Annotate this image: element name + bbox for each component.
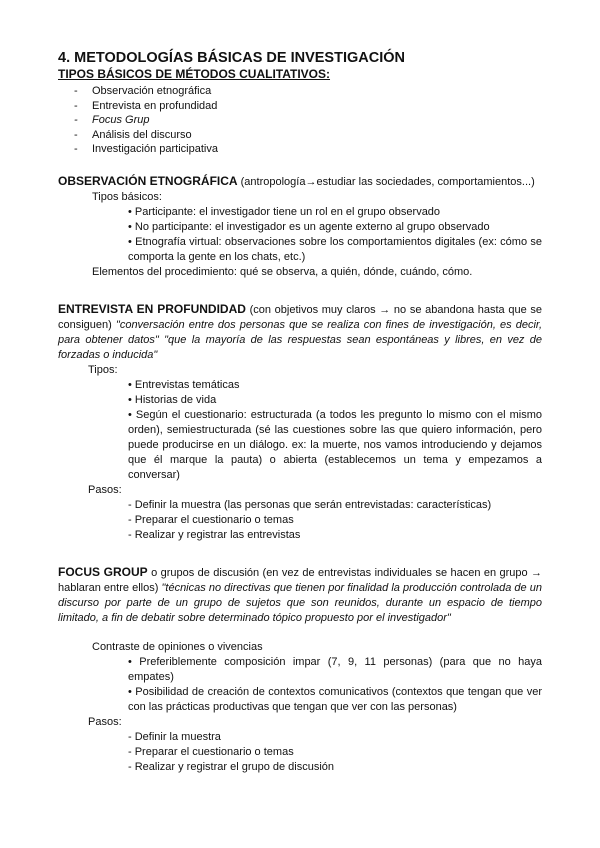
list-item: - Investigación participativa [58,142,542,157]
list-item: - Preparar el cuestionario o temas [128,745,294,758]
focus-group-heading [58,565,542,626]
list-item: - Realizar y registrar el grupo de discusión [128,760,335,773]
observation-section [58,174,542,280]
list-item: • Preferiblemente composición impar (7, 9, 11 personas) (para que no haya empates) [128,655,542,683]
list-item: - Definir la muestra (las personas que serán entrevistadas: características) [128,498,492,511]
focus-group-section [58,565,542,775]
list-item: - Realizar y registrar las entrevistas [128,528,301,541]
list-item: • Historias de vida [128,393,217,406]
methods-list [58,84,542,157]
observation-intro: (antropología→estudiar las sociedades, comportamientos...) [237,175,535,188]
list-item: - Análisis del discurso [58,128,542,143]
focus-contrast-label: Contraste de opiniones o vivencias [92,640,263,653]
observation-title: OBSERVACIÓN ETNOGRÁFICA [58,173,238,188]
focus-group-quote: "técnicas no directivas que tienen por finalidad la producción controlada de un discurso por parte de un grupo de sujetos que son reunidos, durante un espacio de tiempo limitado, a fin de debatir sobre determinado tópico propuesto por el investigador" [58,581,542,624]
list-item: • Según el cuestionario: estructurada (a todos les pregunto lo mismo con el mismo orden), semiestructurada (sé las cuestiones sobre las que quiero información, pero puede producirse en un diálogo. ex: la muerte, nos vamos introduciendo y dejamos que él marque la pauta) o abierta (establecemos un tema y empezamos a conversar) [128,408,542,481]
interview-intro: (con objetivos muy claros → no se abandona hasta que se consiguen) [58,303,542,331]
list-item: - Preparar el cuestionario o temas [128,513,294,526]
list-item: • Participante: el investigador tiene un rol en el grupo observado [128,205,441,218]
observation-types-label: Tipos básicos: [92,190,162,203]
focus-steps-label: Pasos: [88,715,122,728]
list-item: - Definir la muestra [128,730,221,743]
list-item: - Focus Grup [58,113,542,128]
list-item: • Posibilidad de creación de contextos comunicativos (contextos que tengan que ver con las prácticas productivas que tengan que ver con las personas) [128,685,542,713]
section-title: 4. METODOLOGÍAS BÁSICAS DE INVESTIGACIÓN [58,50,405,66]
interview-quote: "conversación entre dos personas que se realiza con fines de investigación, es decir, para obtener datos" "que la mayoría de las respuestas sean espontáneas y libres, en vez de forzadas o inducida" [58,318,543,361]
focus-group-title: FOCUS GROUP [58,564,148,579]
interview-types-label: Tipos: [88,363,118,376]
interview-title: ENTREVISTA EN PROFUNDIDAD [58,301,246,316]
observation-elements: Elementos del procedimiento: qué se observa, a quién, dónde, cuándo, cómo. [92,265,473,278]
list-item: • Entrevistas temáticas [128,378,240,391]
observation-heading [58,174,542,190]
list-item: - Observación etnográfica [58,84,542,99]
methods-subtitle: TIPOS BÁSICOS DE MÉTODOS CUALITATIVOS: [58,67,331,81]
list-item: • Etnografía virtual: observaciones sobre los comportamientos digitales (ex: cómo se comporta la gente en los chats, etc.) [128,235,542,263]
interview-steps-label: Pasos: [88,483,122,496]
document-page [58,50,542,775]
list-item: • No participante: el investigador es un agente externo al grupo observado [128,220,490,233]
list-item: - Entrevista en profundidad [58,99,542,114]
focus-group-intro: o grupos de discusión (en vez de entrevistas individuales se hacen en grupo → hablaran entre ellos) [58,566,542,594]
interview-section [58,302,542,543]
interview-heading [58,302,542,363]
